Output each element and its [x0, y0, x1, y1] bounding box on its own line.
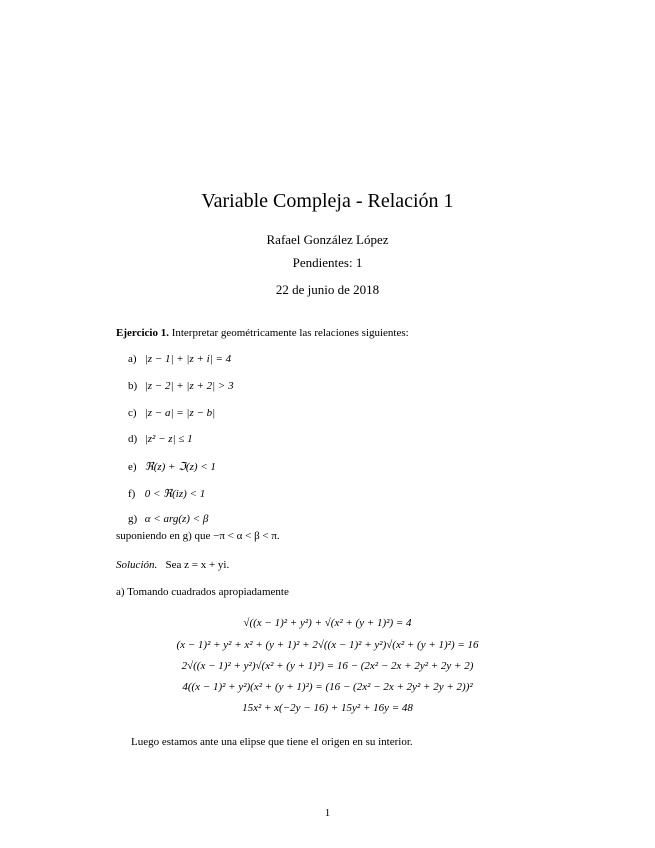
item-label: a) — [128, 353, 137, 365]
item-label: g) — [128, 513, 138, 525]
exercise-statement — [116, 327, 409, 339]
exercise-item — [128, 460, 216, 473]
exercise-item — [128, 433, 193, 445]
document-date: 22 de junio de 2018 — [275, 282, 380, 297]
exercise-item — [128, 353, 231, 365]
equation: 15x² + x(−2y − 16) + 15y² + 16y = 48 — [242, 702, 413, 714]
solution-heading: Solución. — [116, 559, 158, 571]
item-label: d) — [128, 433, 138, 445]
equation: (x − 1)² + y² + x² + (y + 1)² + 2√((x − 1)² + y²)√(x² + (y + 1)²) = 16 — [176, 639, 479, 651]
exercise-text: Interpretar geométricamente las relaciones siguientes: — [171, 327, 409, 339]
item-expression: 0 < ℜ(iz) < 1 — [144, 488, 206, 500]
item-label: e) — [128, 461, 137, 473]
item-label: f) — [128, 488, 136, 500]
exercise-assumption: suponiendo en g) que −π < α < β < π. — [116, 530, 280, 542]
item-expression: ℜ(z) + ℑ(z) < 1 — [144, 461, 216, 473]
pending-count: Pendientes: 1 — [292, 255, 363, 270]
item-label: c) — [128, 407, 137, 419]
solution-intro — [116, 559, 229, 571]
equation: 2√((x − 1)² + y²)√(x² + (y + 1)²) = 16 − (2x² − 2x + 2y² + 2y + 2) — [181, 660, 474, 672]
equation: √((x − 1)² + y²) + √(x² + (y + 1)²) = 4 — [243, 617, 412, 629]
page-number: 1 — [324, 807, 331, 819]
item-expression: α < arg(z) < β — [144, 513, 209, 525]
item-expression: |z² − z| ≤ 1 — [144, 433, 193, 445]
exercise-item — [128, 380, 234, 392]
document-title: Variable Compleja - Relación 1 — [201, 190, 454, 212]
item-expression: |z − a| = |z − b| — [144, 407, 216, 419]
exercise-item — [128, 407, 215, 419]
solution-conclusion: Luego estamos ante una elipse que tiene el origen en su interior. — [131, 736, 413, 748]
exercise-label: Ejercicio 1. — [116, 327, 169, 339]
item-expression: |z − 1| + |z + i| = 4 — [144, 353, 232, 365]
equation: 4((x − 1)² + y²)(x² + (y + 1)²) = (16 − (2x² − 2x + 2y² + 2y + 2))² — [182, 681, 473, 693]
author-name: Rafael González López — [266, 232, 389, 247]
solution-part-a: a) Tomando cuadrados apropiadamente — [116, 586, 289, 598]
exercise-item — [128, 513, 208, 525]
item-label: b) — [128, 380, 138, 392]
solution-text: Sea z = x + yi. — [165, 559, 230, 571]
exercise-item — [128, 487, 205, 500]
item-expression: |z − 2| + |z + 2| > 3 — [144, 380, 234, 392]
